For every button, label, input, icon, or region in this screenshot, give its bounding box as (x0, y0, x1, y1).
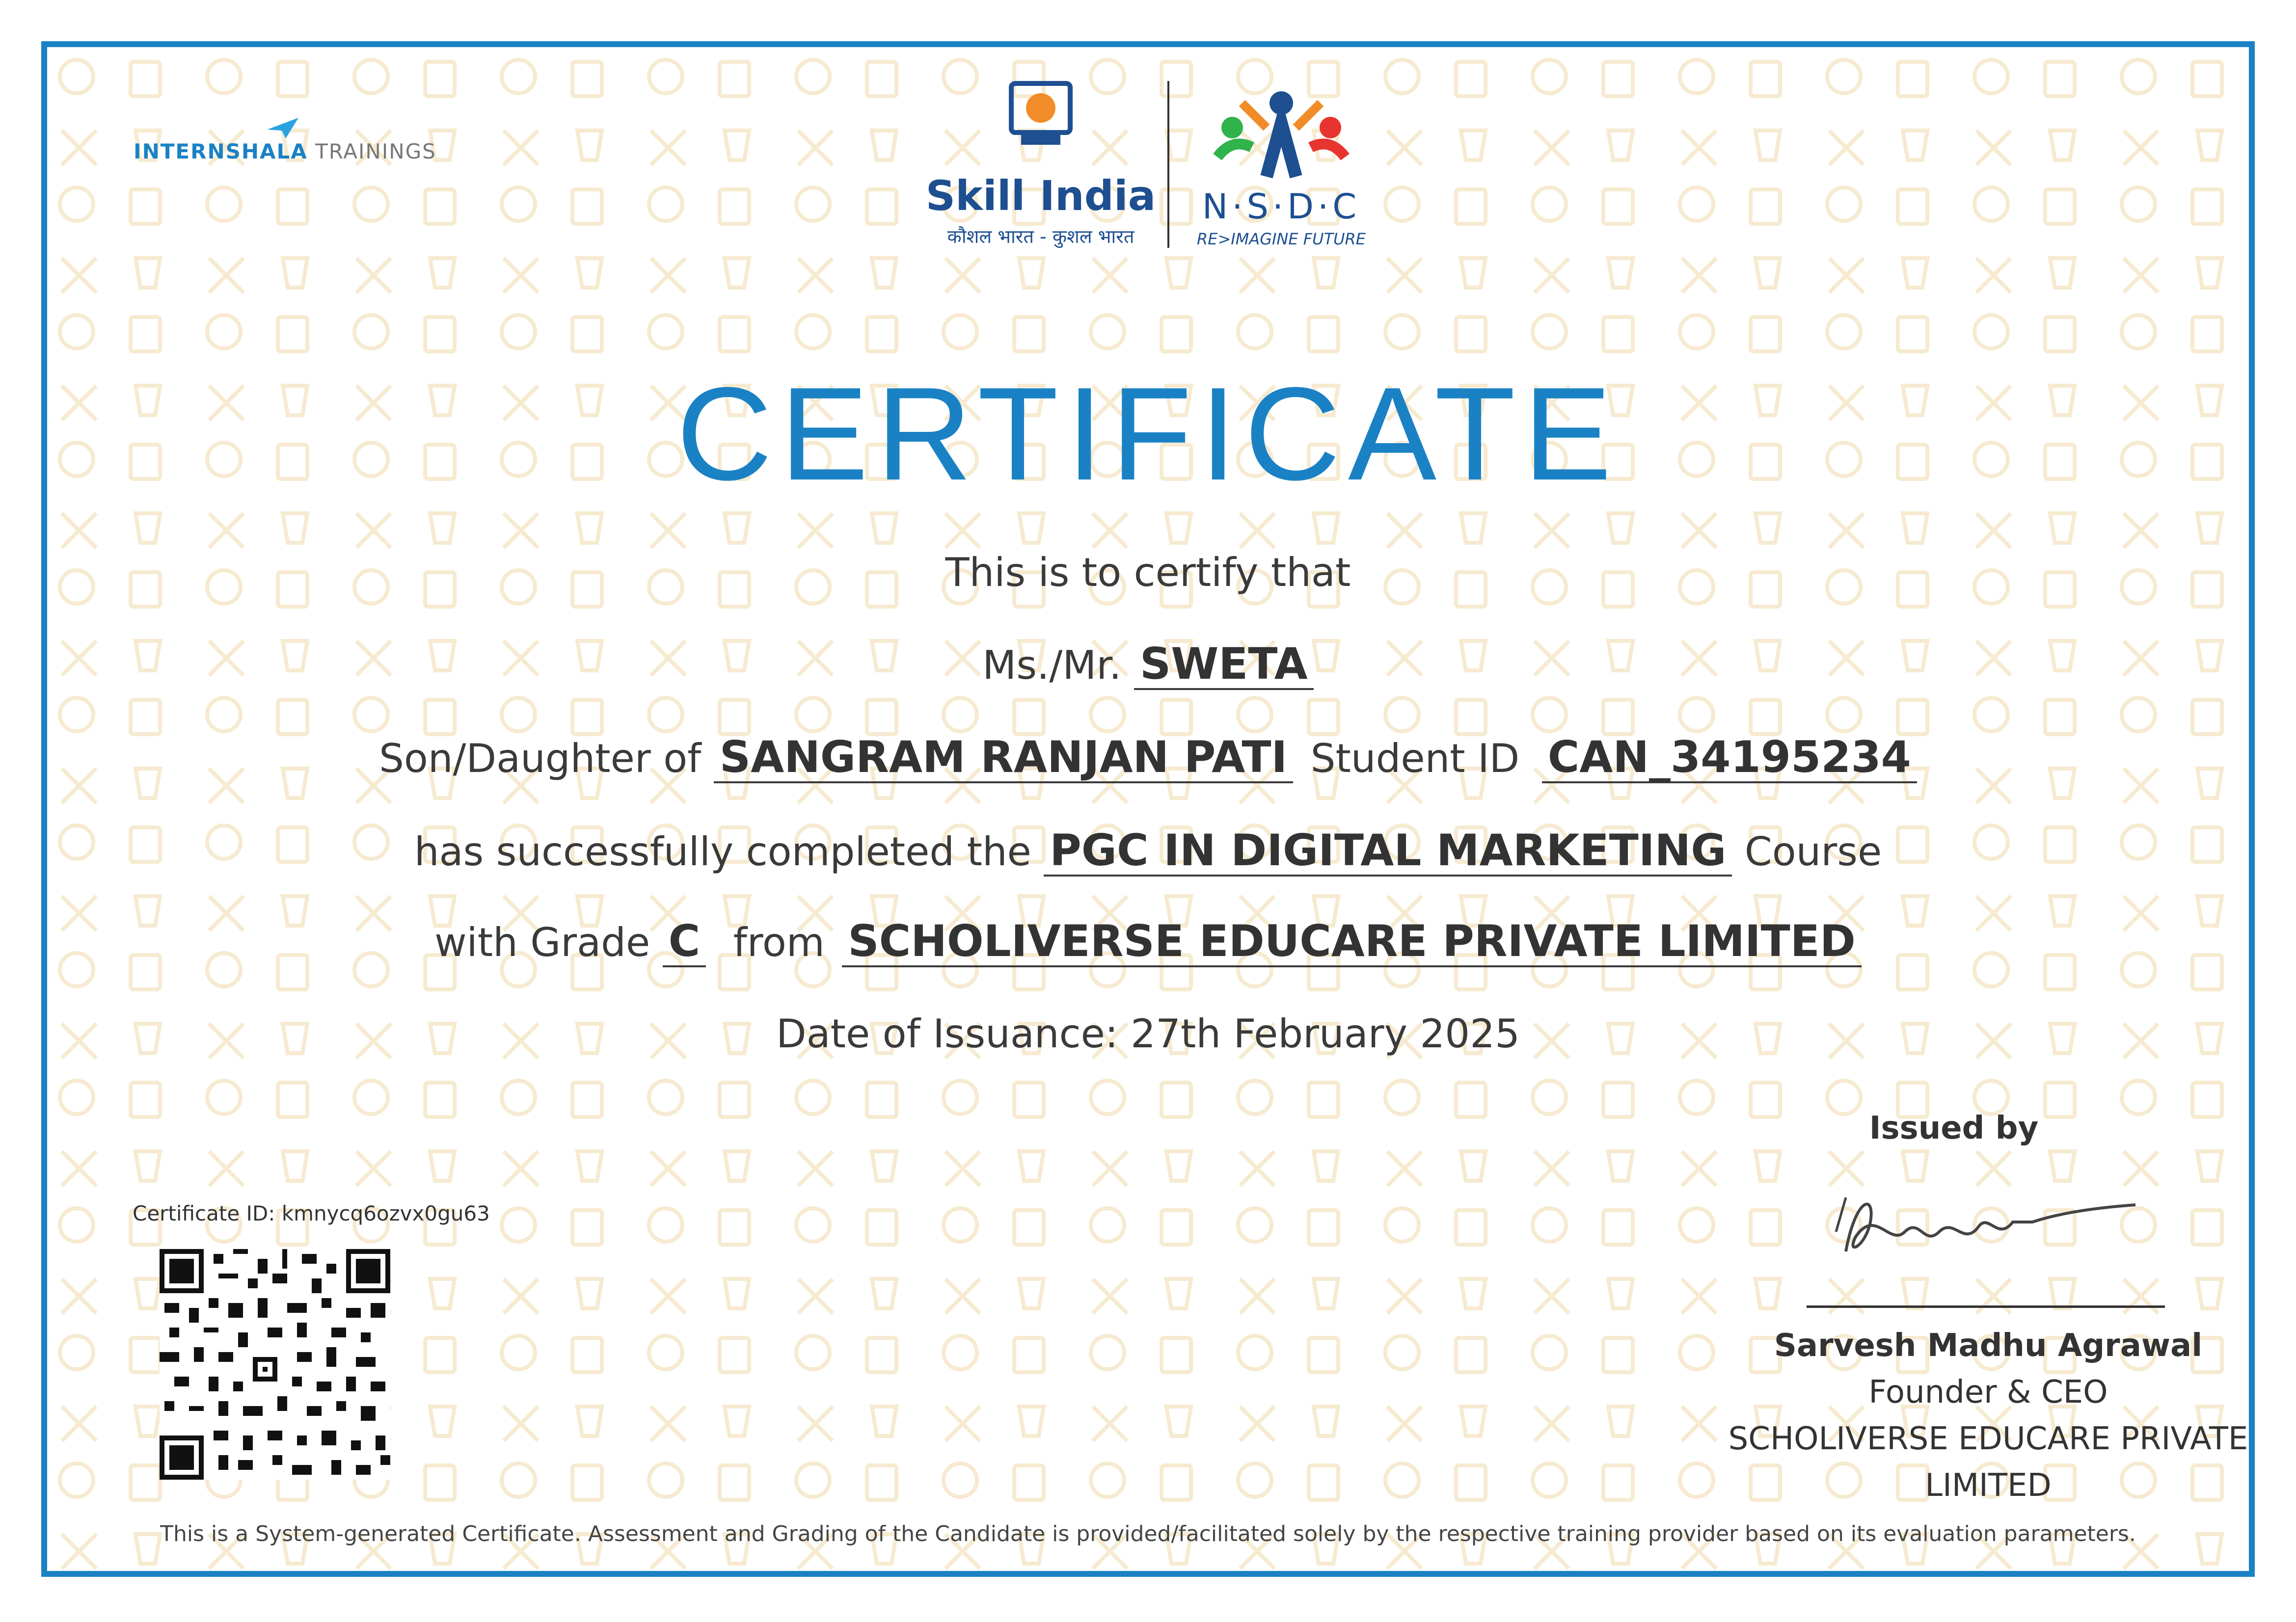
skill-india-text: Skill India (925, 172, 1156, 220)
course-suffix: Course (1744, 829, 1882, 875)
intro-text: This is to certify that (945, 550, 1351, 595)
qr-code[interactable] (160, 1249, 390, 1480)
name-prefix: Ms./Mr. (982, 642, 1122, 688)
certificate-id: kmnycq6ozvx0gu63 (281, 1201, 490, 1225)
course-name: PGC IN DIGITAL MARKETING (1044, 827, 1732, 877)
institution-name: SCHOLIVERSE EDUCARE PRIVATE LIMITED (842, 918, 1862, 967)
nsdc-figures-icon (1203, 83, 1360, 182)
signatory-org-line2: LIMITED (1925, 1467, 2052, 1504)
parent-prefix: Son/Daughter of (379, 736, 702, 781)
recipient-name: SWETA (1134, 640, 1314, 690)
student-id-label: Student ID (1310, 736, 1520, 781)
internshala-strong: INTERNSHALA (134, 139, 308, 163)
issuance-date: 27th February 2025 (1131, 1011, 1520, 1057)
skill-india-emblem-icon (1001, 79, 1080, 152)
grade-line (0, 918, 2296, 967)
certificate-title: CERTIFICATE (676, 360, 1620, 508)
skill-india-logo (923, 79, 1159, 255)
paper-plane-icon (266, 116, 300, 140)
nsdc-logo (1183, 83, 1379, 250)
certificate-id-line (133, 1201, 490, 1225)
issued-by-label: Issued by (1869, 1110, 2039, 1146)
certificate-id-label: Certificate ID: (133, 1201, 275, 1225)
name-line (0, 640, 2296, 690)
footer-disclaimer: This is a System-generated Certificate. Assessment and Grading of the Candidate is provided/facilitated solely by the respective training provider based on its evaluation parameters. (160, 1521, 2136, 1546)
skill-india-tagline: कौशल भारत - कुशल भारत (947, 226, 1134, 247)
signatory-title: Founder & CEO (1868, 1374, 2108, 1410)
from-label: from (733, 920, 825, 965)
signatory-name: Sarvesh Madhu Agrawal (1774, 1328, 2203, 1364)
signature-line (1807, 1305, 2165, 1308)
date-label: Date of Issuance: (776, 1011, 1118, 1057)
completed-prefix: has successfully completed the (414, 829, 1031, 875)
course-line (0, 827, 2296, 877)
parent-line (0, 734, 2296, 783)
nsdc-text: N·S·D·C (1202, 186, 1361, 227)
grade-value: C (663, 918, 706, 967)
logo-divider (1167, 81, 1169, 248)
date-line (0, 1011, 2296, 1057)
parent-name: SANGRAM RANJAN PATI (714, 734, 1294, 783)
signatory-org-line1: SCHOLIVERSE EDUCARE PRIVATE (1728, 1421, 2248, 1457)
student-id: CAN_34195234 (1542, 734, 1917, 783)
signature-image (1816, 1178, 2150, 1276)
nsdc-tagline: RE>IMAGINE FUTURE (1196, 230, 1366, 248)
internshala-light: TRAININGS (315, 139, 436, 163)
grade-prefix: with Grade (434, 920, 650, 965)
